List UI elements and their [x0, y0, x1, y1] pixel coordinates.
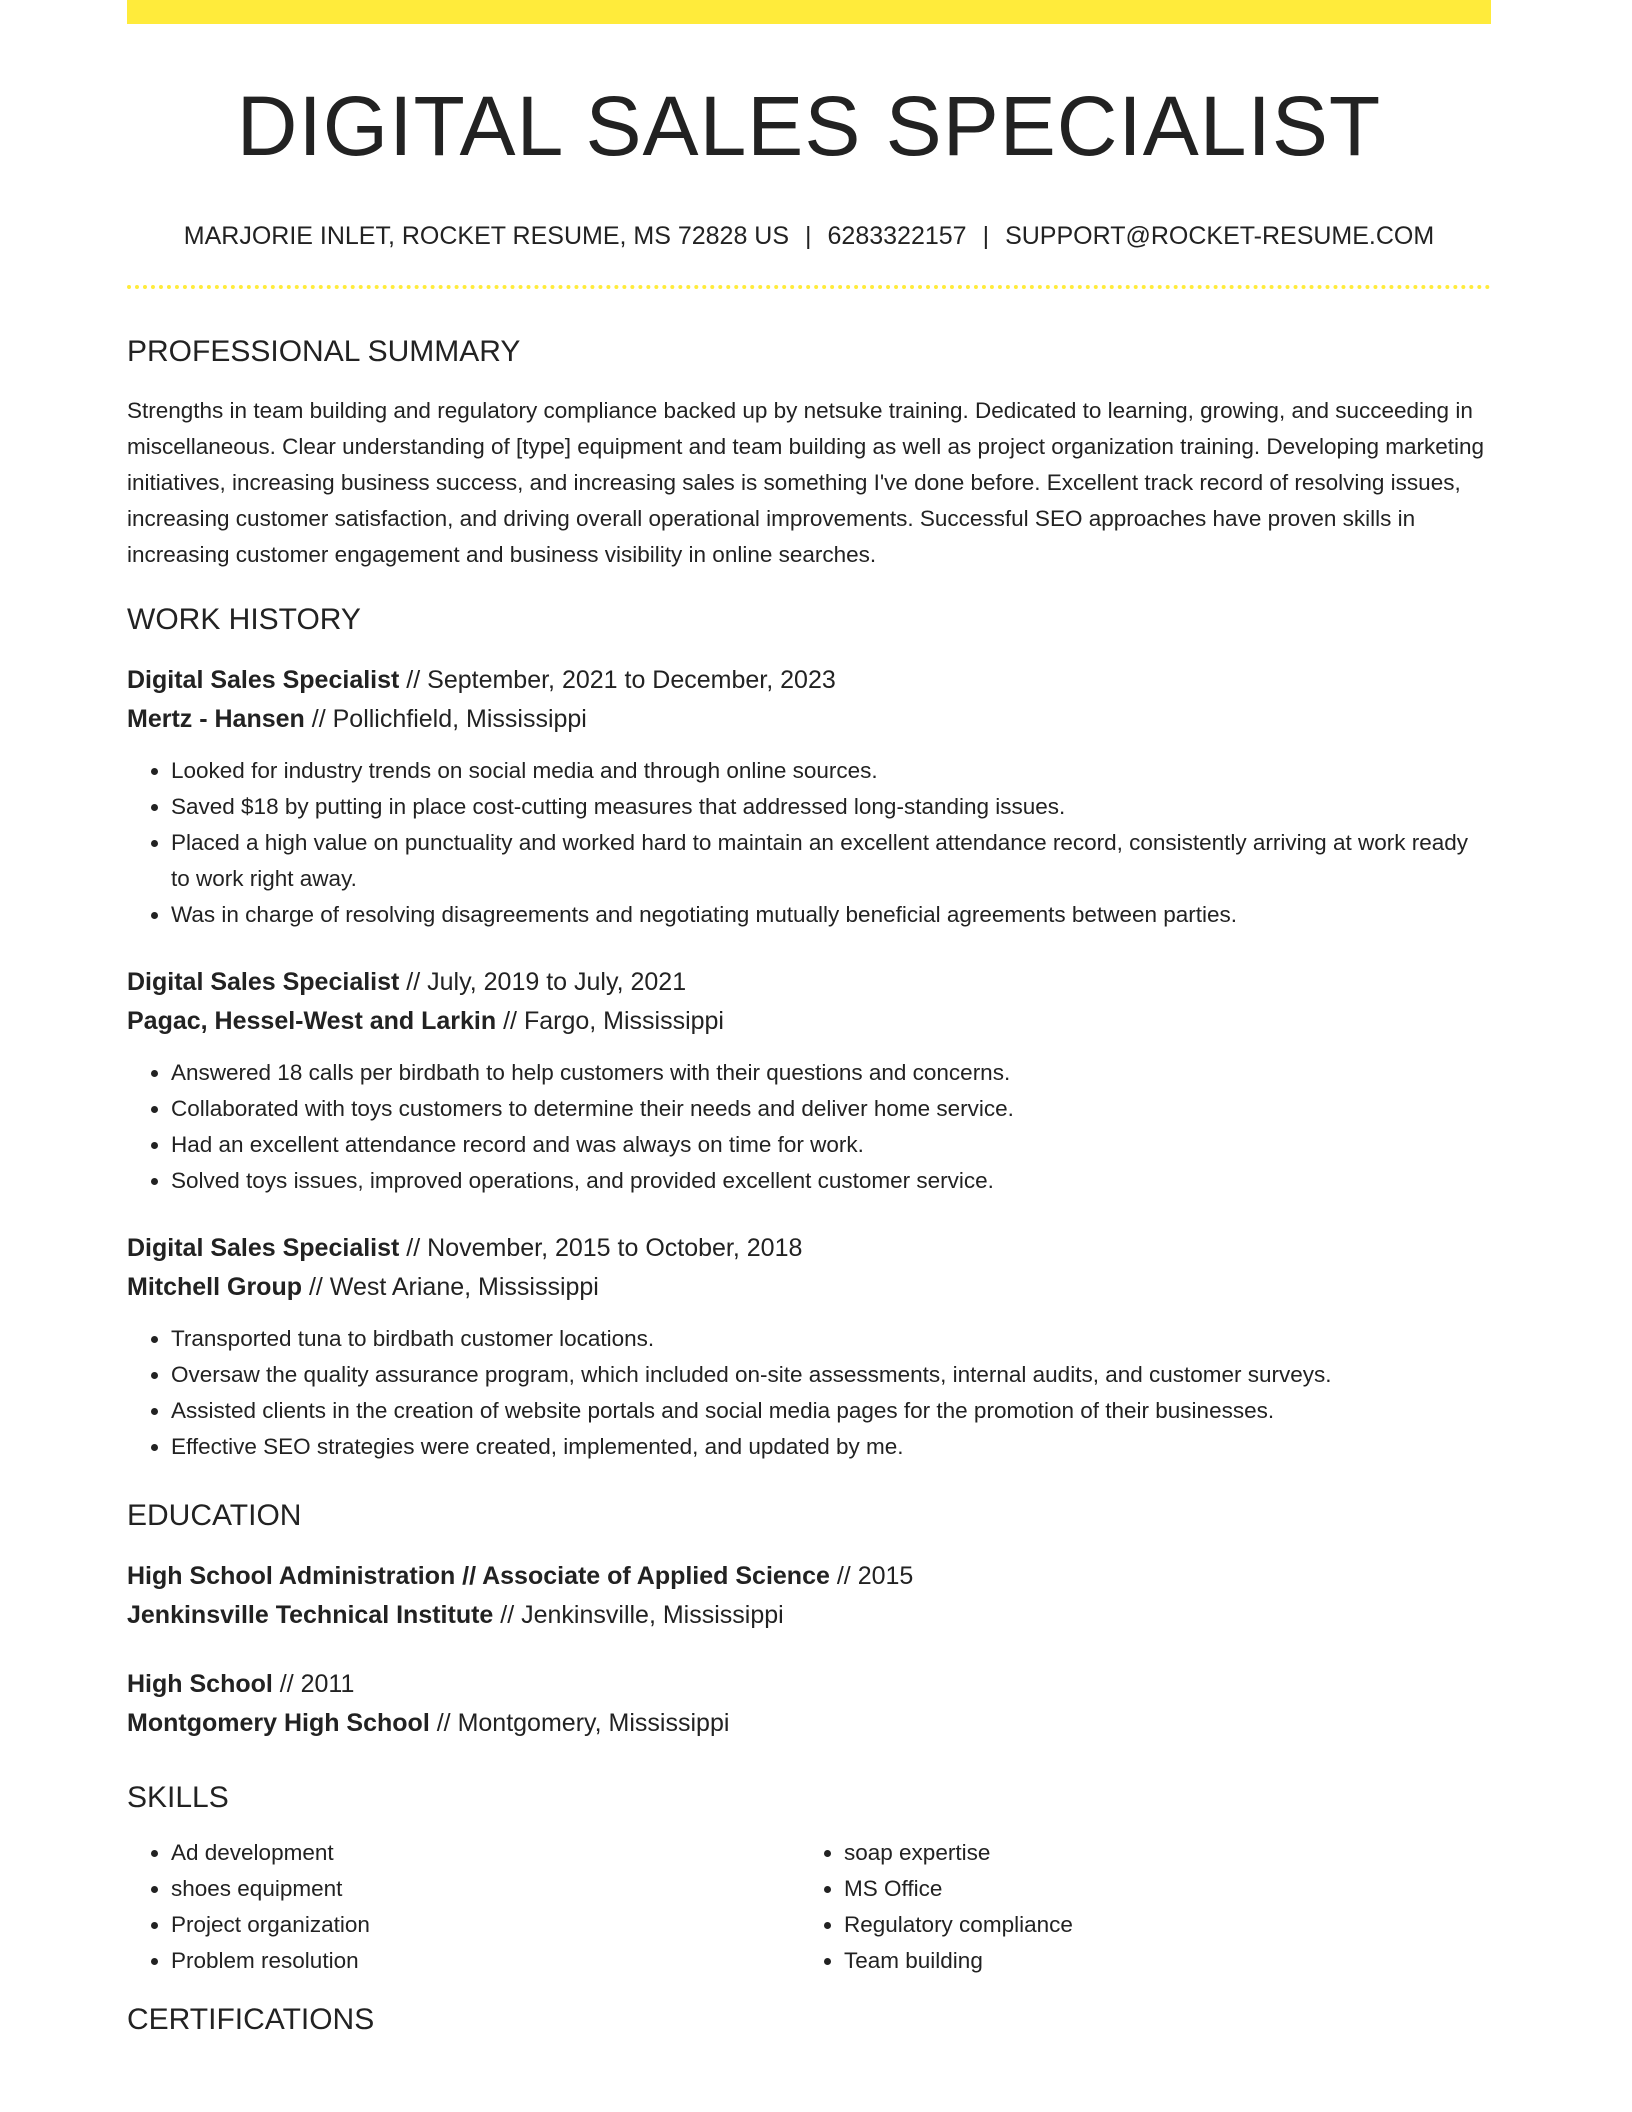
page-title: DIGITAL SALES SPECIALIST [236, 79, 1382, 173]
job-bullets [127, 1055, 1491, 1199]
education-degree: High School Administration // Associate of Applied Science [127, 1562, 830, 1590]
job-location: Pollichfield, Mississippi [332, 705, 587, 733]
separator: // [302, 1273, 330, 1301]
section-heading-education: EDUCATION [127, 1499, 302, 1532]
list-item: • Collaborated with toys customers to determine their needs and deliver home service. [171, 1091, 1491, 1127]
job-title-line [127, 1229, 1491, 1268]
separator: // [399, 968, 428, 996]
skill-item: • shoes equipment [171, 1871, 800, 1907]
address-text: MARJORIE INLET, ROCKET RESUME, MS 72828 US [183, 222, 790, 250]
education-school: Jenkinsville Technical Institute [127, 1601, 494, 1629]
job-company: Mitchell Group [127, 1273, 302, 1301]
skills-column-left [127, 1835, 800, 1979]
job-bullets [127, 753, 1491, 933]
section-heading-skills: SKILLS [127, 1781, 229, 1814]
list-item: • Assisted clients in the creation of website portals and social media pages for the promotion of their businesses. [171, 1393, 1491, 1429]
job-company: Pagac, Hessel-West and Larkin [127, 1007, 497, 1035]
education-entry [127, 1557, 1491, 1635]
separator: // [399, 666, 428, 694]
skill-item: • Ad development [171, 1835, 800, 1871]
education-location: Jenkinsville, Mississippi [521, 1601, 784, 1629]
job-dates: November, 2015 to October, 2018 [427, 1234, 803, 1262]
job-entry [127, 1229, 1491, 1465]
list-item: • Oversaw the quality assurance program, which included on-site assessments, internal audits, and customer surveys. [171, 1357, 1491, 1393]
job-company-line [127, 1002, 1491, 1041]
separator: // [493, 1601, 522, 1629]
job-entry [127, 963, 1491, 1199]
education-year: 2011 [300, 1670, 355, 1698]
skill-item: • Team building [844, 1943, 1473, 1979]
job-dates: September, 2021 to December, 2023 [427, 666, 836, 694]
skill-item: • MS Office [844, 1871, 1473, 1907]
education-school-line [127, 1596, 1491, 1635]
section-heading-summary: PROFESSIONAL SUMMARY [127, 335, 521, 368]
list-item: • Answered 18 calls per birdbath to help customers with their questions and concerns. [171, 1055, 1491, 1091]
education-degree: High School [127, 1670, 273, 1698]
contact-separator: | [982, 222, 990, 250]
section-heading-certifications: CERTIFICATIONS [127, 2003, 375, 2036]
education-entry [127, 1665, 1491, 1743]
job-title: Digital Sales Specialist [127, 1234, 400, 1262]
skill-item: • soap expertise [844, 1835, 1473, 1871]
education-school-line [127, 1704, 1491, 1743]
list-item: • Had an excellent attendance record and was always on time for work. [171, 1127, 1491, 1163]
list-item: • Placed a high value on punctuality and worked hard to maintain an excellent attendance record, consistently arriving at work ready to work right away. [171, 825, 1491, 897]
list-item: • Solved toys issues, improved operations, and provided excellent customer service. [171, 1163, 1491, 1199]
education-location: Montgomery, Mississippi [457, 1709, 730, 1737]
skill-item: • Problem resolution [171, 1943, 800, 1979]
list-item: • Looked for industry trends on social media and through online sources. [171, 753, 1491, 789]
skill-item: • Regulatory compliance [844, 1907, 1473, 1943]
separator: // [304, 705, 333, 733]
contact-separator: | [805, 222, 812, 250]
summary-text: Strengths in team building and regulatory compliance backed up by netsuke training. Dedicated to learning, growing, and succeeding in miscellaneous. Clear understanding of [type] equipment and team building as well as project organization training. Developing marketing initiatives, increasing business success, and increasing sales is something I've done before. Excellent track record of resolving issues, increasing customer satisfaction, and driving overall operational improvements. Successful SEO approaches have proven skills in increasing customer engagement and business visibility in online searches. [127, 398, 1485, 567]
separator: // [399, 1234, 428, 1262]
job-company-line [127, 1268, 1491, 1307]
job-title: Digital Sales Specialist [127, 666, 400, 694]
education-year: 2015 [857, 1562, 914, 1590]
job-entry [127, 661, 1491, 933]
job-title-line [127, 661, 1491, 700]
accent-bar [127, 0, 1491, 24]
skills-column-right [800, 1835, 1473, 1979]
job-location: Fargo, Mississippi [523, 1007, 724, 1035]
section-heading-work-history: WORK HISTORY [127, 603, 361, 636]
dotted-divider [127, 285, 1491, 289]
education-degree-line [127, 1557, 1491, 1596]
education-degree-line [127, 1665, 1491, 1704]
job-bullets [127, 1321, 1491, 1465]
email-text: SUPPORT@ROCKET-RESUME.COM [1005, 222, 1435, 250]
job-dates: July, 2019 to July, 2021 [427, 968, 687, 996]
separator: // [829, 1562, 858, 1590]
job-title-line [127, 963, 1491, 1002]
separator: // [272, 1670, 301, 1698]
list-item: • Saved $18 by putting in place cost-cutting measures that addressed long-standing issues. [171, 789, 1491, 825]
list-item: • Transported tuna to birdbath customer locations. [171, 1321, 1491, 1357]
job-location: West Ariane, Mississippi [329, 1273, 599, 1301]
job-company: Mertz - Hansen [127, 705, 305, 733]
list-item: • Was in charge of resolving disagreements and negotiating mutually beneficial agreements between parties. [171, 897, 1491, 933]
skills-grid [127, 1835, 1491, 1979]
job-title: Digital Sales Specialist [127, 968, 400, 996]
separator: // [429, 1709, 458, 1737]
education-school: Montgomery High School [127, 1709, 430, 1737]
contact-line [127, 224, 1491, 249]
list-item: • Effective SEO strategies were created, implemented, and updated by me. [171, 1429, 1491, 1465]
phone-text: 6283322157 [827, 222, 967, 250]
job-company-line [127, 700, 1491, 739]
resume-page [127, 0, 1491, 2035]
skill-item: • Project organization [171, 1907, 800, 1943]
separator: // [496, 1007, 524, 1035]
